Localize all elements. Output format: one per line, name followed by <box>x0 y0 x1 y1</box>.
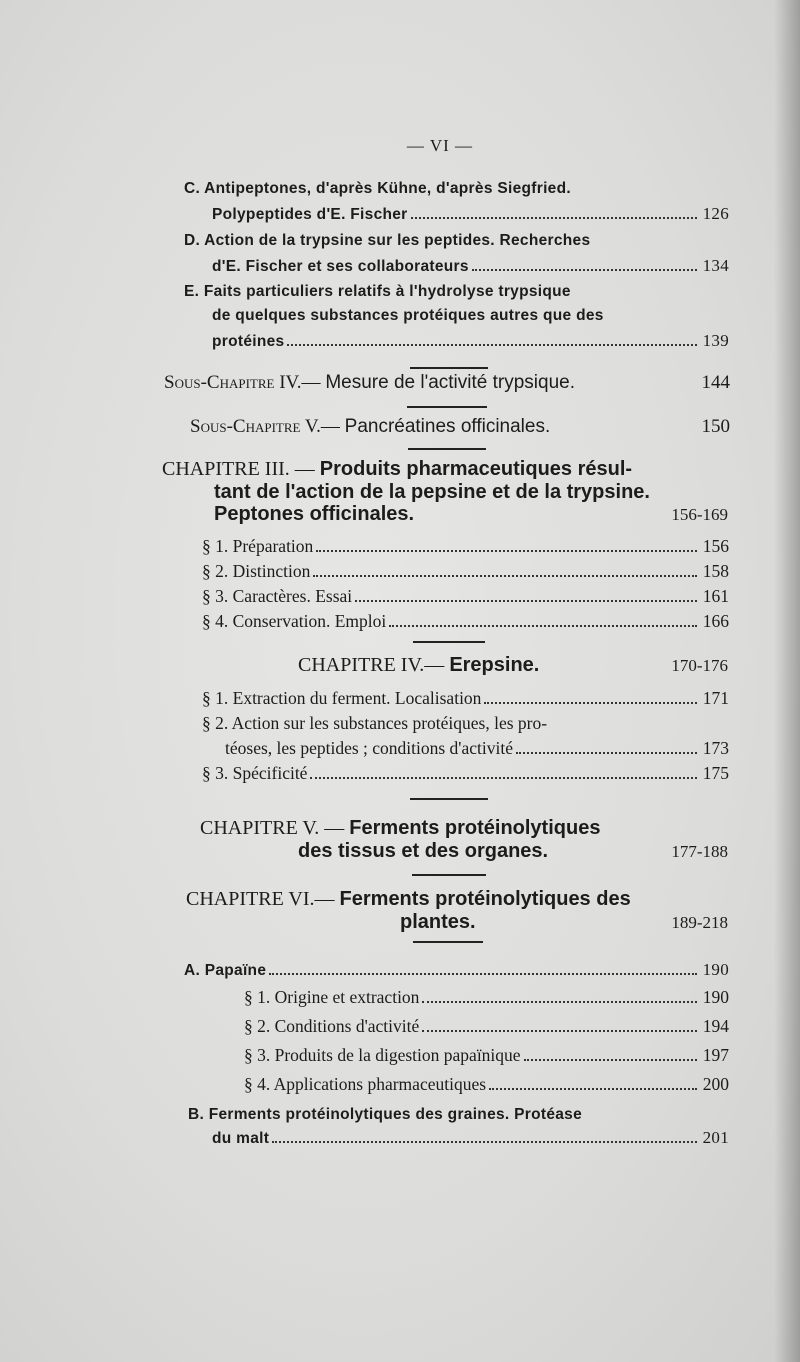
toc-entry-a-page: 190 <box>702 960 729 979</box>
dot-leader <box>484 702 696 704</box>
toc-entry-c-line2: Polypeptides d'E. Fischer <box>212 206 408 223</box>
chapitre-iv-pages: 170-176 <box>671 656 728 675</box>
chapitre-vi-pages: 189-218 <box>671 913 728 932</box>
chapitre-iv-items: § 1. Extraction du ferment. Localisation 171 § 2. Action sur les substances protéiques, les pro- téoses, les peptides ; conditions d'activité 173 § 3. Spécificité 175 <box>202 688 729 788</box>
dot-leader <box>313 575 696 577</box>
toc-entry-d-line1: D. Action de la trypsine sur les peptides. Recherches <box>184 232 591 249</box>
toc-entry-b <box>188 1106 729 1148</box>
chapitre-v-heading <box>200 817 600 840</box>
toc-entry-b-page: 201 <box>702 1128 729 1147</box>
toc-entry-c <box>184 180 729 224</box>
separator-rule <box>410 367 488 369</box>
toc-entry-c-page: 126 <box>702 204 729 223</box>
chapitre-iii-heading <box>162 458 632 481</box>
separator-rule <box>413 641 485 643</box>
page-edge-shadow <box>774 0 800 1362</box>
separator-rule <box>412 874 486 876</box>
toc-item: § 3. Caractères. Essai 161 <box>202 586 729 606</box>
toc-entry-d <box>184 232 729 276</box>
sous-chapitre-v <box>190 416 730 438</box>
toc-entry-b-line1: B. Ferments protéinolytiques des graines. Protéase <box>188 1106 583 1123</box>
dot-leader <box>422 1001 696 1003</box>
chapitre-v-title-line1: Ferments protéinolytiques <box>349 817 601 839</box>
toc-item: § 2. Action sur les substances protéiques, les pro- <box>202 713 548 733</box>
toc-entry-d-page: 134 <box>702 256 729 275</box>
chapitre-iv-heading <box>298 654 728 677</box>
chapitre-iii-pages: 156-169 <box>671 505 728 524</box>
chapitre-vi-label: CHAPITRE VI.— <box>186 888 335 910</box>
toc-entry-e-line1: E. Faits particuliers relatifs à l'hydrolyse trypsique <box>184 283 571 300</box>
chapitre-iii-title-line3: Peptones officinales. <box>214 503 415 525</box>
sous-chapitre-iv-label: Sous-Chapitre IV.— <box>164 372 321 393</box>
toc-entry-e-line3: protéines <box>212 333 285 350</box>
dot-leader <box>516 752 697 754</box>
sous-chapitre-iv-title: Mesure de l'activité trypsique. <box>325 372 575 393</box>
toc-item: § 1. Extraction du ferment. Localisation 171 <box>202 688 729 708</box>
toc-entry-b-line2: du malt <box>212 1130 270 1147</box>
dot-leader <box>272 1141 696 1143</box>
toc-entry-a-title: A. Papaïne <box>184 962 267 979</box>
toc-item: § 2. Distinction 158 <box>202 561 729 581</box>
toc-item: § 3. Produits de la digestion papaïnique 197 <box>244 1045 729 1065</box>
chapitre-iv-title: Erepsine. <box>449 654 540 676</box>
dot-leader <box>355 600 697 602</box>
toc-entry-e <box>184 283 729 351</box>
toc-entry-a <box>184 960 729 980</box>
sous-chapitre-v-page: 150 <box>701 416 730 437</box>
chapitre-vi-heading <box>186 888 631 911</box>
chapitre-vi-title-line1: Ferments protéinolytiques des <box>339 888 631 910</box>
chapitre-iii-title-line2: tant de l'action de la pepsine et de la trypsine. <box>214 481 650 503</box>
separator-rule <box>407 406 487 408</box>
toc-entry-e-page: 139 <box>702 331 729 350</box>
separator-rule <box>410 798 488 800</box>
toc-item: § 4. Conservation. Emploi 166 <box>202 611 729 631</box>
page-number: — VI — <box>406 136 474 155</box>
papaine-items <box>244 987 729 1103</box>
dot-leader <box>269 973 696 975</box>
dot-leader <box>316 550 696 552</box>
toc-item: § 1. Origine et extraction 190 <box>244 987 729 1007</box>
chapitre-iii-label: CHAPITRE III. — <box>162 458 315 480</box>
toc-item: § 4. Applications pharmaceutiques 200 <box>244 1074 729 1094</box>
chapitre-iii-title-line1: Produits pharmaceutiques résul- <box>319 458 633 480</box>
toc-entry-d-line2: d'E. Fischer et ses collaborateurs <box>212 258 469 275</box>
dot-leader <box>389 625 697 627</box>
toc-item: § 2. Conditions d'activité 194 <box>244 1016 729 1036</box>
sous-chapitre-v-label: Sous-Chapitre V.— <box>190 416 340 437</box>
chapitre-vi-title-line2: plantes. <box>400 911 476 933</box>
chapitre-iii-items <box>202 536 729 636</box>
sous-chapitre-iv-page: 144 <box>701 372 730 393</box>
sous-chapitre-iv <box>164 372 730 394</box>
chapitre-v-pages: 177-188 <box>671 842 728 861</box>
dot-leader <box>524 1059 697 1061</box>
separator-rule <box>413 941 483 943</box>
dot-leader <box>287 344 696 346</box>
dot-leader <box>489 1088 697 1090</box>
chapitre-v-label: CHAPITRE V. — <box>200 817 345 839</box>
toc-item: § 3. Spécificité 175 <box>202 763 729 783</box>
separator-rule <box>408 448 486 450</box>
dot-leader <box>310 777 696 779</box>
dot-leader <box>472 269 697 271</box>
dot-leader <box>422 1030 697 1032</box>
toc-entry-e-line2: de quelques substances protéiques autres que des <box>212 307 604 324</box>
chapitre-v-title-line2: des tissus et des organes. <box>298 840 549 862</box>
sous-chapitre-v-title: Pancréatines officinales. <box>344 416 551 437</box>
toc-entry-c-line1: C. Antipeptones, d'après Kühne, d'après Siegfried. <box>184 180 571 197</box>
dot-leader <box>411 217 697 219</box>
toc-item: § 1. Préparation 156 <box>202 536 729 556</box>
chapitre-iv-label: CHAPITRE IV.— <box>298 654 445 676</box>
